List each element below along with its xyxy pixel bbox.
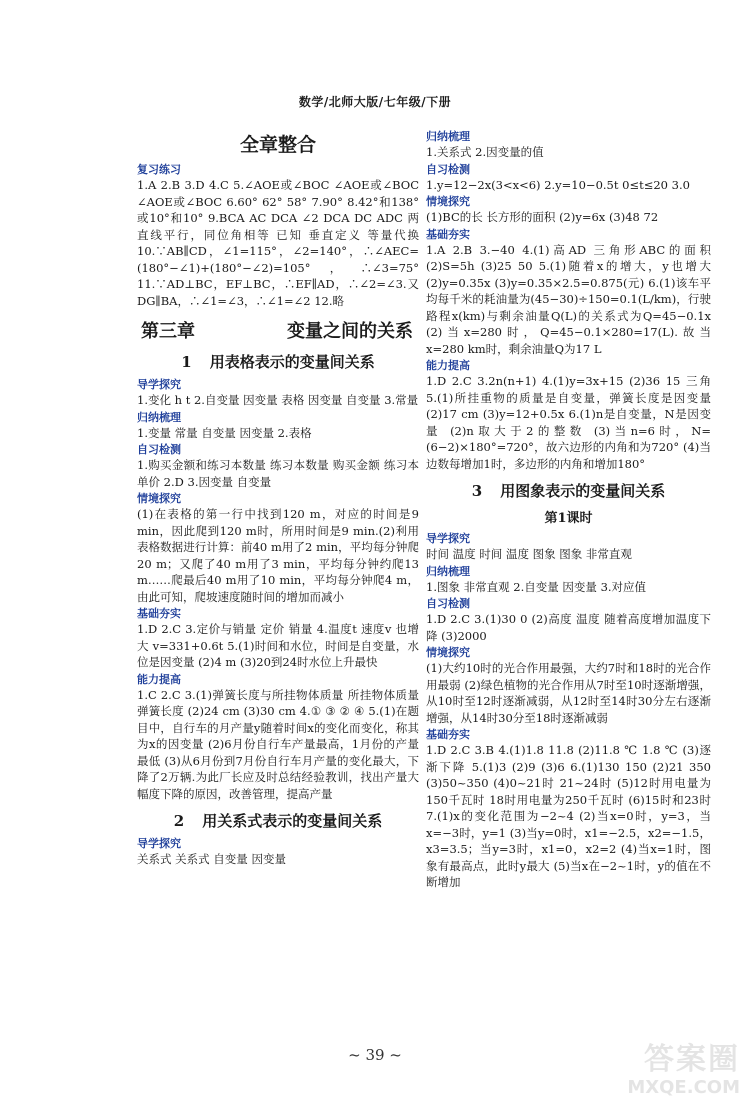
- section-2-heading: [137, 810, 419, 831]
- answers-basic-r: 1.A 2.B 3.−40 4.(1)高AD 三角形ABC的面积 (2)S=5h (3)25 50 5.(1)随着x的增大，y也增大 (2)y=0.35x (3)y=0.35×2.5=0.875(元) 6.(1)该车平均每千米的耗油量为(45−30)÷150=0.1(L/km)，行驶路程x(km)与剩余油量Q(L)的关系式为Q=45−0.1x (2)当x=280时，Q=45−0.1×280=17(L).故当x=280 km时，剩余油量Q为17 L: [426, 242, 711, 356]
- label-summary-r: 归纳梳理: [426, 130, 470, 143]
- left-column: [137, 128, 419, 868]
- watermark: [600, 1043, 740, 1101]
- section-1-number: 1: [181, 353, 192, 371]
- answers-summary: 1.变量 常量 自变量 因变量 2.表格: [137, 425, 312, 440]
- section-2-number: 2: [173, 812, 185, 830]
- label-ability: 能力提高: [137, 672, 181, 686]
- label-guide-2: 导学探究: [137, 837, 181, 850]
- answers-review: 1.A 2.B 3.D 4.C 5.∠AOE或∠BOC ∠AOE或∠BOC ∠AOE或∠BOC 6.60° 62° 58° 7.90° 8.42°和138°或10°和10° 9.BCA AC DCA ∠2 DCA DC ADC 两直线平行，同位角相等 已知 垂直定义 等量代换 10.∵AB∥CD，∠1=115°，∠2=140°，∴∠AEC=(180°−∠1)+(180°−∠2)=105°，∴∠3=75° 11.∵AD⊥BC，EF⊥BC，∴EF∥AD，∴∠2=∠3.又DG∥BA，∴∠1=∠3，∴∠1=∠2 12.略: [137, 178, 419, 308]
- chapter-name: 变量之间的关系: [287, 321, 413, 342]
- page-number: ~ 39 ~: [348, 1046, 402, 1064]
- chapter-number: 第三章: [141, 321, 195, 342]
- answers-situation: (1)在表格的第一行中找到120 m，对应的时间是9 min，因此爬到120 m时，所用时间是9 min.(2)利用表格数据进行计算：前40 m用了2 min，平均每分钟爬20 m；又爬了40 m用了3 min，平均每分钟约爬13 m……爬最后40 m用了10 min，平均每分钟爬4 m，由此可知，爬坡速度随时间的增加而减小: [137, 507, 419, 604]
- answers-guide-2: 关系式 关系式 自变量 因变量: [137, 852, 286, 866]
- label-guide-3: 导学探究: [426, 532, 470, 545]
- section-1-title: 用表格表示的变量间关系: [209, 353, 375, 371]
- answers-self-check-r: 1.y=12−2x(3<x<6) 2.y=10−0.5t 0≤t≤20 3.0: [426, 177, 690, 192]
- section-3-number: 3: [471, 482, 483, 500]
- label-review: 复习练习: [137, 163, 181, 176]
- chapter-review-title: 全章整合: [239, 134, 316, 156]
- section-2-title: 用关系式表示的变量间关系: [202, 812, 383, 830]
- label-situation: 情境探究: [137, 492, 181, 505]
- answers-guide-3: 时间 温度 时间 温度 图象 图象 非常直观: [426, 547, 632, 561]
- answers-self-check: 1.购买金额和练习本数量 练习本数量 购买金额 练习本单价 2.D 3.因变量 自变量: [137, 458, 419, 489]
- label-basic: 基础夯实: [137, 607, 181, 620]
- answers-basic: 1.D 2.C 3.定价与销量 定价 销量 4.温度t 速度v 也增大 v=331+0.6t 5.(1)时间和水位，时间是自变量，水位是因变量 (2)4 m (3)20到24时水位上升最快: [137, 622, 419, 669]
- section-3-heading: [426, 480, 711, 501]
- label-situation-r: 情境探究: [426, 195, 470, 208]
- watermark-site: MXQE.COM: [627, 1077, 740, 1098]
- label-self-check: 自习检测: [137, 443, 181, 456]
- answers-summary-r: 1.关系式 2.因变量的值: [426, 145, 544, 159]
- label-basic-3: 基础夯实: [426, 728, 470, 741]
- label-guide: 导学探究: [137, 378, 181, 391]
- section-1-heading: [137, 351, 419, 372]
- answers-ability: 1.C 2.C 3.(1)弹簧长度与所挂物体质量 所挂物体质量 弹簧长度 (2)24 cm (3)30 cm 4.① ③ ② ④ 5.(1)在题目中，自行车的月产量y随着时间x的变化而变化，称其为x的因变量 (2)6月份自行车产量最高，1月份的产量最低 (3)从6月份到7月份自行车月产量的变化最大，下降了2万辆.为此厂长应及时总结经验教训，找出产量大幅度下降的原因，改善管理，提高产量: [137, 687, 419, 801]
- answers-ability-r: 1.D 2.C 3.2n(n+1) 4.(1)y=3x+15 (2)36 15 三角 5.(1)所挂重物的质量是自变量，弹簧长度是因变量 (2)17 cm (3)y=12+0.5x 6.(1)n是自变量，N是因变量 (2)n取大于2的整数 (3)当n=6时，N=(6−2)×180°=720°，故六边形的内角和为720° (4)当边数每增加1时，多边形的内角和增加180°: [426, 374, 711, 471]
- answers-summary-3: 1.图象 非常直观 2.自变量 因变量 3.对应值: [426, 579, 647, 594]
- lesson-heading: 第1课时: [544, 511, 593, 526]
- watermark-logo: 答案圈: [644, 1042, 740, 1077]
- label-self-check-r: 自习检测: [426, 162, 470, 176]
- label-self-check-3: 自习检测: [426, 597, 470, 610]
- answers-basic-3: 1.D 2.C 3.B 4.(1)1.8 11.8 (2)11.8 ℃ 1.8 ℃ (3)逐渐下降 5.(1)3 (2)9 (3)6 6.(1)130 150 (2)21 350 (3)50~350 (4)0~21时 21~24时 (5)12时用电量为150千瓦时 18时用电量为250千瓦时 (6)15时和23时 7.(1)x的变化范围为−2~4 (2)当x=0时，y=3，当x=−3时，y=1 (3)当y=0时，x1=−2.5，x2=−1.5，x3=3.5；当y=3时，x1=0，x2=2 (4)当x=1时，图象有最高点，此时y最大 (5)当x在−2~1时，y的值在不断增加: [426, 743, 711, 889]
- right-column: [426, 128, 711, 891]
- label-basic-r: 基础夯实: [426, 227, 470, 241]
- label-summary-3: 归纳梳理: [426, 564, 470, 578]
- answers-guide: 1.变化 h t 2.自变量 因变量 表格 因变量 自变量 3.常量: [137, 393, 419, 407]
- answers-self-check-3: 1.D 2.C 3.(1)30 0 (2)高度 温度 随着高度增加温度下降 (3)2000: [426, 612, 711, 643]
- label-ability-r: 能力提高: [426, 359, 470, 372]
- section-3-title: 用图象表示的变量间关系: [500, 482, 666, 500]
- answers-situation-3: (1)大约10时的光合作用最强，大约7时和18时的光合作用最弱 (2)绿色植物的光合作用从7时至10时逐渐增强，从10时至12时逐渐减弱，从12时至14时30分左右逐渐增强，从14时30分至18时逐渐减弱: [426, 661, 711, 725]
- label-summary: 归纳梳理: [137, 410, 181, 424]
- label-situation-3: 情境探究: [426, 646, 470, 659]
- running-header: 数学/北师大版/七年级/下册: [298, 95, 452, 109]
- chapter-heading: [141, 317, 413, 343]
- answers-situation-r: (1)BC的长 长方形的面积 (2)y=6x (3)48 72: [426, 210, 659, 224]
